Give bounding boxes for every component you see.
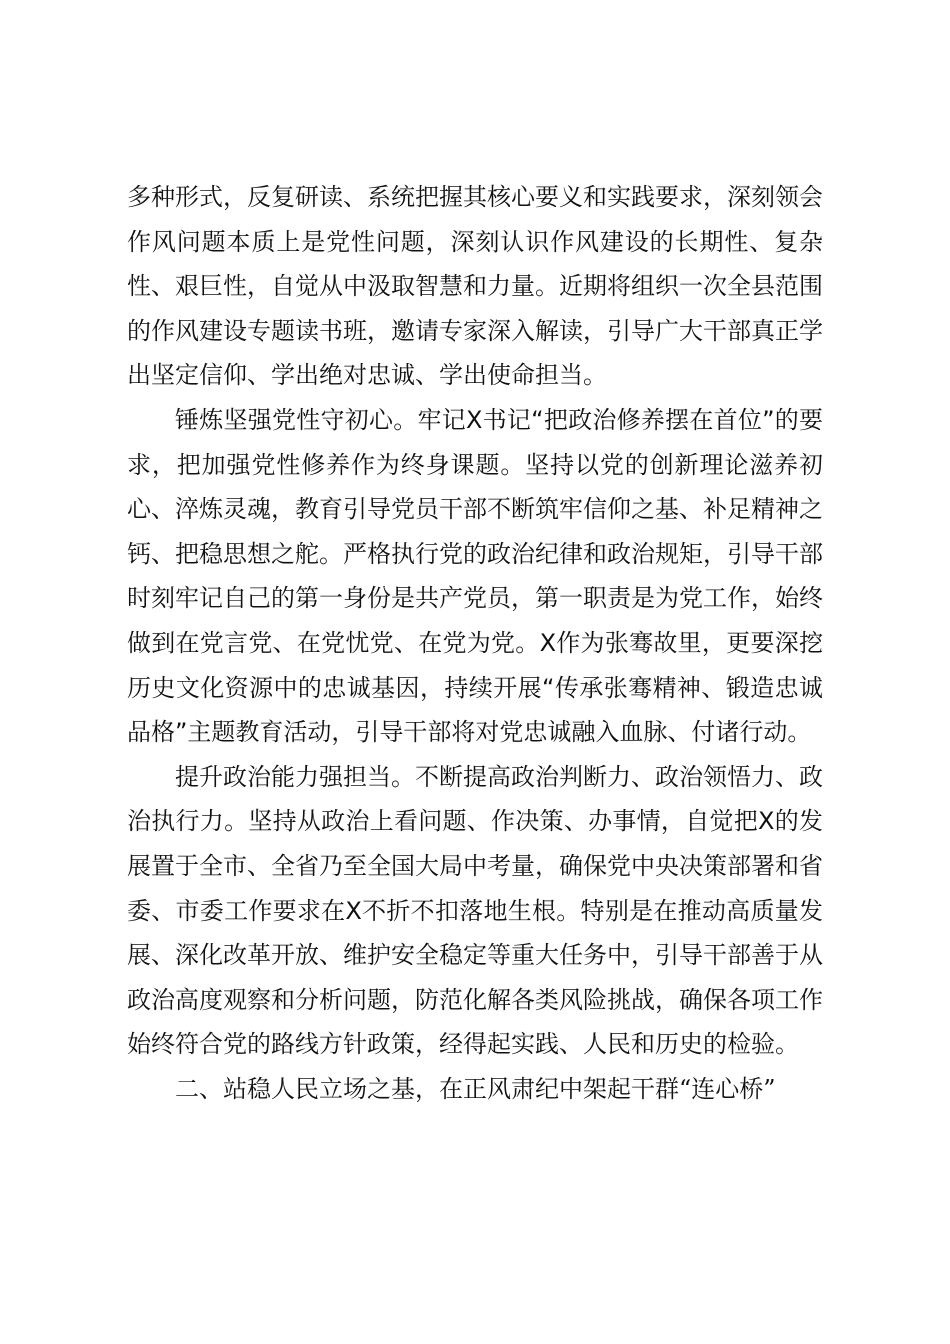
document-body — [127, 175, 823, 1111]
section-heading: 二、站稳人民立场之基，在正风肃纪中架起干群“连心桥” — [175, 1074, 776, 1103]
paragraph-1: 多种形式，反复研读、系统把握其核心要义和实践要求，深刻领会作风问题本质上是党性问题，深刻认识作风建设的长期性、复杂性、艰巨性，自觉从中汲取智慧和力量。近期将组织一次全县范围的作风建设专题读书班，邀请专家深入解读，引导广大干部真正学出坚定信仰、学出绝对忠诚、学出使命担当。 — [127, 183, 823, 390]
paragraph-3: 提升政治能力强担当。不断提高政治判断力、政治领悟力、政治执行力。坚持从政治上看问题、作决策、办事情，自觉把X的发展置于全市、全省乃至全国大局中考量，确保党中央决策部署和省委、市委工作要求在X不折不扣落地生根。特别是在推动高质量发展、深化改革开放、维护安全稳定等重大任务中，引导干部善于从政治高度观察和分析问题，防范化解各类风险挑战，确保各项工作始终符合党的路线方针政策，经得起实践、人民和历史的检验。 — [127, 762, 823, 1059]
paragraph-2: 锤炼坚强党性守初心。牢记X书记“把政治修养摆在首位”的要求，把加强党性修养作为终身课题。坚持以党的创新理论滋养初心、淬炼灵魂，教育引导党员干部不断筑牢信仰之基、补足精神之钙、把稳思想之舵。严格执行党的政治纪律和政治规矩，引导干部时刻牢记自己的第一身份是共产党员，第一职责是为党工作，始终做到在党言党、在党忧党、在党为党。X作为张骞故里，更要深挖历史文化资源中的忠诚基因，持续开展“传承张骞精神、锻造忠诚品格”主题教育活动，引导干部将对党忠诚融入血脉、付诸行动。 — [127, 405, 823, 747]
